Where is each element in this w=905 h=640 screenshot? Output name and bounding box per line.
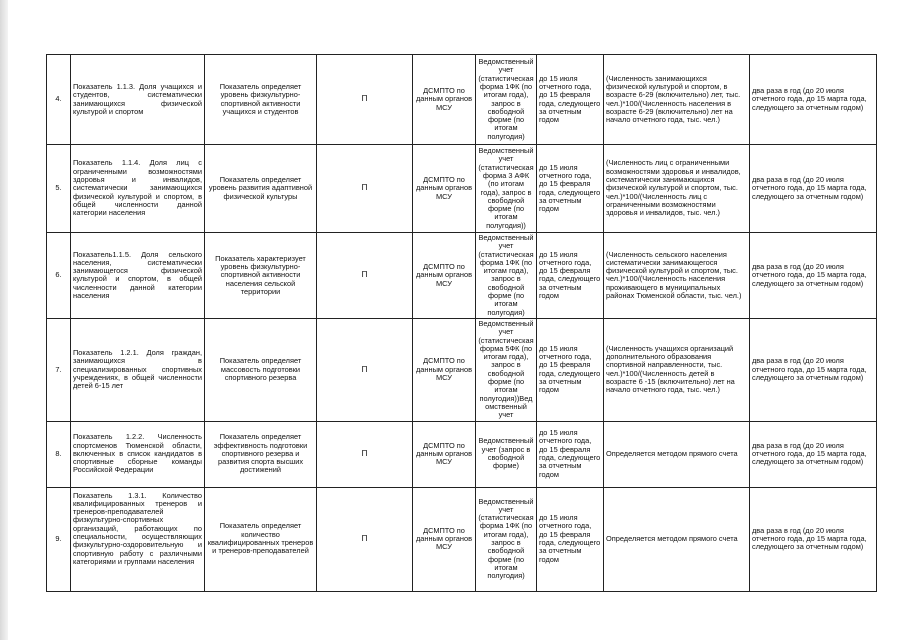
indicator-name: Показатель1.1.5. Доля сельского населения, систематически занимающегося физической культурой и спортом, в общей численности данной категории населения [71, 233, 205, 319]
indicator-name: Показатель 1.2.1. Доля граждан, занимающихся в специализированных спортивных учреждениях, в общей численности детей 6-15 лет [71, 318, 205, 421]
row-number: 4. [47, 55, 71, 145]
calculation-formula: (Численность лиц с ограниченными возможностями здоровья и инвалидов, систематически занимающихся физической культурой и спортом, тыс. чел.)*100/(Численность лиц с ограниченными возможностями здоровья и инвалидов, тыс. чел.) [604, 145, 750, 233]
indicator-name: Показатель 1.3.1. Количество квалифицированных тренеров и тренеров-преподавателей физкультурно-спортивных организаций, работающих по специальности, осуществляющих физкультурно-оздоровительную и спортивную работу с различными категориями и группами населения [71, 487, 205, 591]
table-row [47, 55, 877, 145]
indicator-type: П [317, 145, 413, 233]
indicator-description: Показатель определяет массовость подготовки спортивного резерва [205, 318, 317, 421]
indicator-type: П [317, 318, 413, 421]
reporting-term: до 15 июля отчетного года, до 15 февраля года, следующего за отчетным годом [537, 421, 604, 487]
scan-page-edge [0, 0, 8, 640]
table-row [47, 487, 877, 591]
table-row [47, 318, 877, 421]
data-source: Ведомственный учет (статистическая форма 1ФК (по итогам года), запрос в свободной форме (по итогам полугодия) [476, 233, 537, 319]
indicator-type: П [317, 233, 413, 319]
reporting-frequency: два раза в год (до 20 июля отчетного года, до 15 марта года, следующего за отчетным годом) [750, 318, 877, 421]
reporting-frequency: два раза в год (до 20 июля отчетного года, до 15 марта года, следующего за отчетным годом) [750, 233, 877, 319]
reporting-term: до 15 июля отчетного года, до 15 февраля года, следующего за отчетным годом [537, 487, 604, 591]
reporting-frequency: два раза в год (до 20 июля отчетного года, до 15 марта года, следующего за отчетным годом) [750, 145, 877, 233]
responsible-body: ДСМПТО по данным органов МСУ [413, 55, 476, 145]
reporting-term: до 15 июля отчетного года, до 15 февраля года, следующего за отчетным годом [537, 318, 604, 421]
calculation-formula: Определяется методом прямого счета [604, 487, 750, 591]
table-row [47, 233, 877, 319]
reporting-term: до 15 июля отчетного года, до 15 февраля года, следующего за отчетным годом [537, 145, 604, 233]
table-row [47, 145, 877, 233]
indicators-table [46, 54, 877, 592]
calculation-formula: (Численность занимающихся физической культурой и спортом, в возрасте 6-29 (включительно) лет, тыс. чел.)*100/(Численность населения в возрасте 6-29 (включительно) лет на начало отчетного года, тыс. чел.) [604, 55, 750, 145]
row-number: 6. [47, 233, 71, 319]
indicator-type: П [317, 421, 413, 487]
reporting-frequency: два раза в год (до 20 июля отчетного года, до 15 марта года, следующего за отчетным годом) [750, 55, 877, 145]
indicator-type: П [317, 487, 413, 591]
indicator-name: Показатель 1.1.4. Доля лиц с ограниченными возможностями здоровья и инвалидов, систематически занимающихся физической культурой и спортом, в общей численности данной категории населения [71, 145, 205, 233]
responsible-body: ДСМПТО по данным органов МСУ [413, 145, 476, 233]
row-number: 7. [47, 318, 71, 421]
data-source: Ведомственный учет (статистическая форма 5ФК (по итогам года), запрос в свободной форме (по итогам полугодия))Ведомственный учет [476, 318, 537, 421]
data-source: Ведомственный учет (запрос в свободной форме) [476, 421, 537, 487]
reporting-frequency: два раза в год (до 20 июля отчетного года, до 15 марта года, следующего за отчетным годом) [750, 421, 877, 487]
reporting-term: до 15 июля отчетного года, до 15 февраля года, следующего за отчетным годом [537, 55, 604, 145]
responsible-body: ДСМПТО по данным органов МСУ [413, 487, 476, 591]
indicator-description: Показатель характеризует уровень физкультурно-спортивной активности населения сельской территории [205, 233, 317, 319]
data-source: Ведомственный учет (статистическая форма 1ФК (по итогам года), запрос в свободной форме (по итогам полугодия) [476, 487, 537, 591]
indicator-name: Показатель 1.2.2. Численность спортсменов Тюменской области, включенных в список кандидатов в спортивные сборные команды Российской Федерации [71, 421, 205, 487]
indicator-description: Показатель определяет уровень развития адаптивной физической культуры [205, 145, 317, 233]
data-source: Ведомственный учет (статистическая форма 1ФК (по итогам года), запрос в свободной форме (по итогам полугодия) [476, 55, 537, 145]
responsible-body: ДСМПТО по данным органов МСУ [413, 421, 476, 487]
responsible-body: ДСМПТО по данным органов МСУ [413, 318, 476, 421]
indicator-description: Показатель определяет количество квалифицированных тренеров и тренеров-преподавателей [205, 487, 317, 591]
row-number: 9. [47, 487, 71, 591]
calculation-formula: Определяется методом прямого счета [604, 421, 750, 487]
reporting-term: до 15 июля отчетного года, до 15 февраля года, следующего за отчетным годом [537, 233, 604, 319]
indicator-name: Показатель 1.1.3. Доля учащихся и студентов, систематически занимающихся физической культурой и спортом [71, 55, 205, 145]
indicator-description: Показатель определяет уровень физкультурно-спортивной активности учащихся и студентов [205, 55, 317, 145]
calculation-formula: (Численность сельского населения систематически занимающегося физической культурой и спортом, тыс. чел.)*100/(Численность населения проживающего в муниципальных районах Тюменской области, тыс. чел.) [604, 233, 750, 319]
responsible-body: ДСМПТО по данным органов МСУ [413, 233, 476, 319]
row-number: 8. [47, 421, 71, 487]
calculation-formula: (Численность учащихся организаций дополнительного образования спортивной направленности, тыс. чел.)*100/(Численность детей в возрасте 6 -15 (включительно) лет на начало отчетного года, тыс. чел.) [604, 318, 750, 421]
indicator-description: Показатель определяет эффективность подготовки спортивного резерва и развития спорта высших достижений [205, 421, 317, 487]
table-row [47, 421, 877, 487]
row-number: 5. [47, 145, 71, 233]
data-source: Ведомственный учет (статистическая форма 3 АФК (по итогам года), запрос в свободной форме (по итогам полугодия)) [476, 145, 537, 233]
reporting-frequency: два раза в год (до 20 июля отчетного года, до 15 марта года, следующего за отчетным годом) [750, 487, 877, 591]
indicator-type: П [317, 55, 413, 145]
